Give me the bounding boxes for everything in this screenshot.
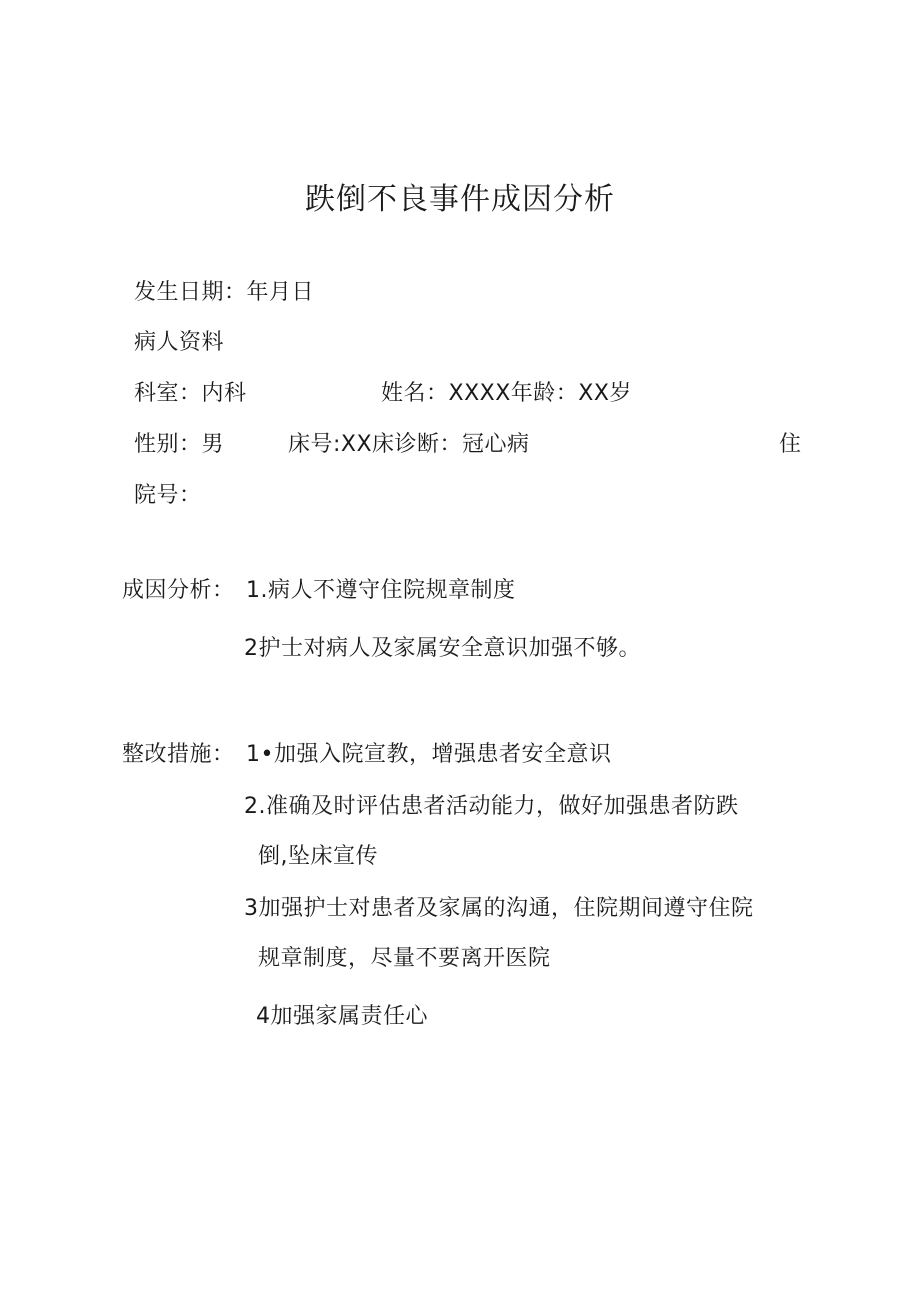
measure-item-2-line-2: 倒,坠床宣传 (258, 844, 378, 869)
bed-diagnosis-field: 床号:XX床诊断：冠心病 (288, 432, 530, 457)
occurrence-date: 发生日期：年月日 (134, 280, 315, 305)
measure-item-3-line-1: 3加强护士对患者及家属的沟通，住院期间遵守住院 (244, 896, 754, 921)
cause-analysis-label: 成因分析： (122, 578, 235, 603)
measure-item-4: 4加强家属责任心 (256, 1004, 428, 1029)
hospital-number-label-part2: 院号： (134, 483, 202, 508)
cause-item-2: 2护士对病人及家属安全意识加强不够。 (244, 636, 641, 661)
measure-item-1: 1•加强入院宣教，增强患者安全意识 (246, 742, 612, 767)
gender-field: 性别：男 (134, 432, 225, 457)
measure-item-3-line-2: 规章制度，尽量不要离开医院 (258, 946, 551, 971)
cause-item-1: 1.病人不遵守住院规章制度 (246, 578, 516, 603)
document-title: 跌倒不良事件成因分析 (305, 182, 615, 217)
corrective-measures-label: 整改措施： (122, 742, 235, 767)
name-age-field: 姓名：XXXX年龄：XX岁 (381, 381, 632, 406)
hospital-number-label-part1: 住 (779, 432, 802, 457)
measure-item-2-line-1: 2.准确及时评估患者活动能力，做好加强患者防跌 (244, 794, 739, 819)
patient-info-heading: 病人资料 (134, 330, 225, 355)
department-field: 科室：内科 (134, 381, 247, 406)
